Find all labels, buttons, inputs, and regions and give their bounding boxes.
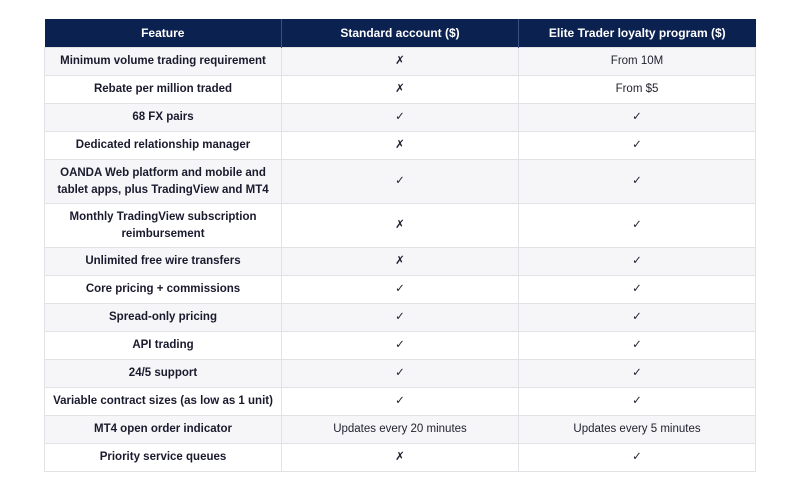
elite-value-cell: From 10M [519, 48, 756, 76]
elite-value-cell: Updates every 5 minutes [519, 416, 756, 444]
standard-value-cell: Updates every 20 minutes [282, 416, 519, 444]
table-row [45, 76, 756, 104]
standard-cross-mark: ✗ [282, 248, 519, 276]
standard-cross-mark: ✗ [282, 48, 519, 76]
table-header-row [45, 19, 756, 48]
table-row [45, 248, 756, 276]
feature-cell: Priority service queues [45, 444, 282, 472]
table-row [45, 276, 756, 304]
comparison-table-container [44, 19, 755, 472]
table-row [45, 444, 756, 472]
elite-check-mark: ✓ [519, 388, 756, 416]
standard-cross-mark: ✗ [282, 204, 519, 248]
feature-cell: Dedicated relationship manager [45, 132, 282, 160]
elite-check-mark: ✓ [519, 104, 756, 132]
standard-check-mark: ✓ [282, 388, 519, 416]
elite-check-mark: ✓ [519, 204, 756, 248]
feature-cell: Monthly TradingView subscription reimbursement [45, 204, 282, 248]
table-row [45, 388, 756, 416]
standard-check-mark: ✓ [282, 276, 519, 304]
table-row [45, 360, 756, 388]
feature-cell: Core pricing + commissions [45, 276, 282, 304]
feature-cell: OANDA Web platform and mobile and tablet apps, plus TradingView and MT4 [45, 160, 282, 204]
standard-cross-mark: ✗ [282, 132, 519, 160]
elite-check-mark: ✓ [519, 444, 756, 472]
table-row [45, 48, 756, 76]
standard-cross-mark: ✗ [282, 76, 519, 104]
standard-check-mark: ✓ [282, 160, 519, 204]
elite-check-mark: ✓ [519, 276, 756, 304]
feature-cell: API trading [45, 332, 282, 360]
table-row [45, 304, 756, 332]
feature-cell: Spread-only pricing [45, 304, 282, 332]
account-comparison-table [44, 19, 756, 472]
elite-check-mark: ✓ [519, 332, 756, 360]
elite-check-mark: ✓ [519, 248, 756, 276]
elite-check-mark: ✓ [519, 360, 756, 388]
table-row [45, 104, 756, 132]
standard-check-mark: ✓ [282, 332, 519, 360]
standard-cross-mark: ✗ [282, 444, 519, 472]
feature-cell: Unlimited free wire transfers [45, 248, 282, 276]
feature-cell: MT4 open order indicator [45, 416, 282, 444]
table-row [45, 204, 756, 248]
table-row [45, 132, 756, 160]
header-standard-account: Standard account ($) [282, 19, 519, 48]
elite-check-mark: ✓ [519, 304, 756, 332]
feature-cell: Variable contract sizes (as low as 1 unit) [45, 388, 282, 416]
table-row [45, 332, 756, 360]
table-row [45, 416, 756, 444]
elite-value-cell: From $5 [519, 76, 756, 104]
feature-cell: Minimum volume trading requirement [45, 48, 282, 76]
header-elite-trader: Elite Trader loyalty program ($) [519, 19, 756, 48]
feature-cell: 68 FX pairs [45, 104, 282, 132]
table-row [45, 160, 756, 204]
standard-check-mark: ✓ [282, 304, 519, 332]
standard-check-mark: ✓ [282, 104, 519, 132]
standard-check-mark: ✓ [282, 360, 519, 388]
elite-check-mark: ✓ [519, 132, 756, 160]
header-feature: Feature [45, 19, 282, 48]
feature-cell: Rebate per million traded [45, 76, 282, 104]
elite-check-mark: ✓ [519, 160, 756, 204]
feature-cell: 24/5 support [45, 360, 282, 388]
